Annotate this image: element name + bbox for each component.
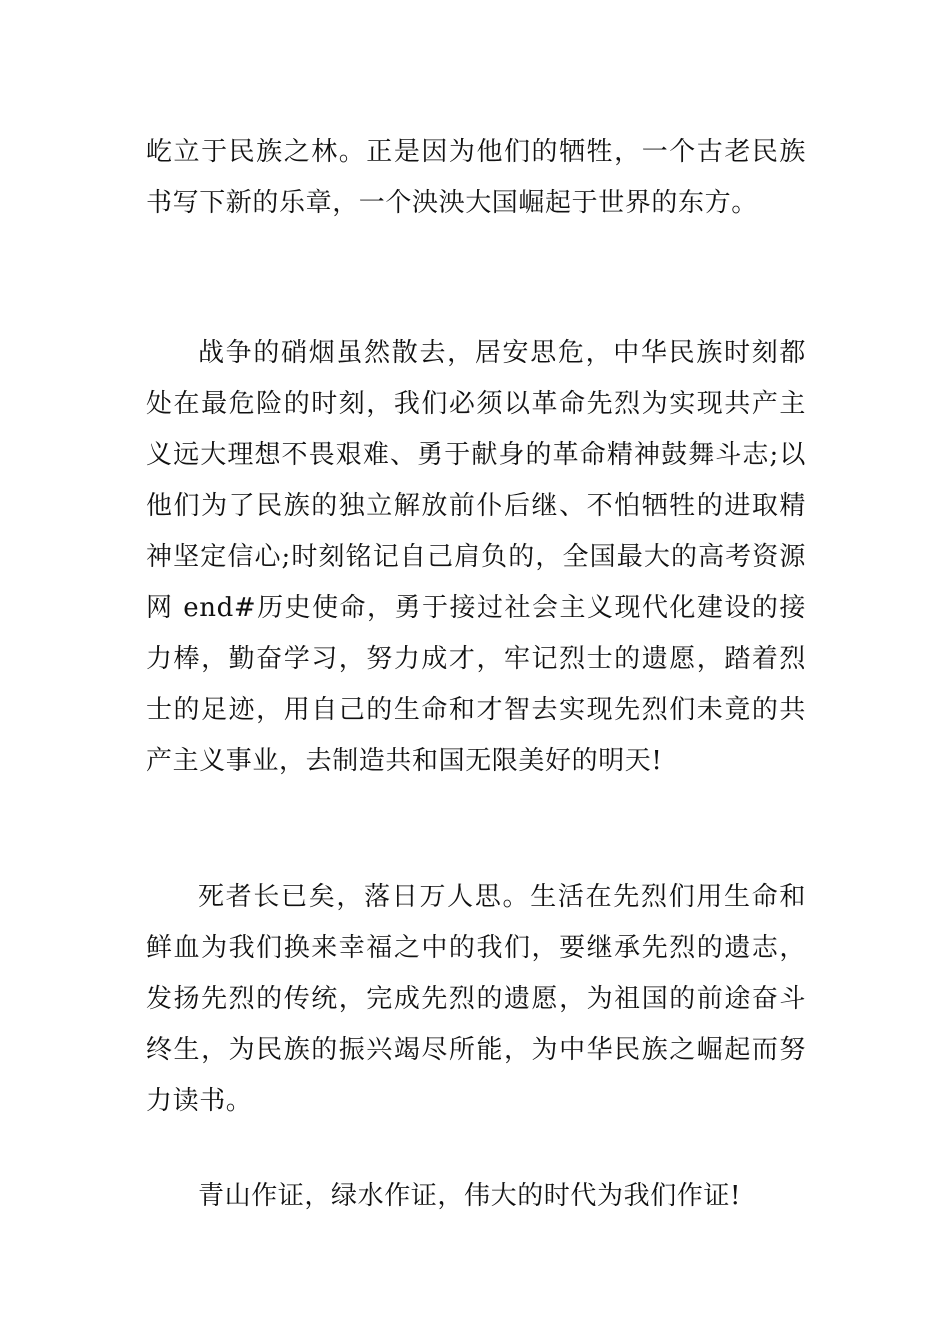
paragraph-1: 屹立于民族之林。正是因为他们的牺牲，一个古老民族书写下新的乐章，一个泱泱大国崛起于世界的东方。: [146, 137, 806, 218]
paragraph-3: 死者长已矣，落日万人思。生活在先烈们用生命和鲜血为我们换来幸福之中的我们，要继承先烈的遗志，发扬先烈的传统，完成先烈的遗愿，为祖国的前途奋斗终生，为民族的振兴竭尽所能，为中华民族之崛起而努力读书。: [146, 882, 806, 1116]
paragraph-4: 青山作证，绿水作证，伟大的时代为我们作证!: [198, 1181, 742, 1211]
paragraph-2: 战争的硝烟虽然散去，居安思危，中华民族时刻都处在最危险的时刻，我们必须以革命先烈为实现共产主义远大理想不畏艰难、勇于献身的革命精神鼓舞斗志;以他们为了民族的独立解放前仆后继、不怕牺牲的进取精神坚定信心;时刻铭记自己肩负的，全国最大的高考资源网 end#历史使命，勇于接过社会主义现代化建设的接力棒，勤奋学习，努力成才，牢记烈士的遗愿，踏着烈士的足迹，用自己的生命和才智去实现先烈们未竟的共产主义事业，去制造共和国无限美好的明天!: [146, 338, 806, 776]
